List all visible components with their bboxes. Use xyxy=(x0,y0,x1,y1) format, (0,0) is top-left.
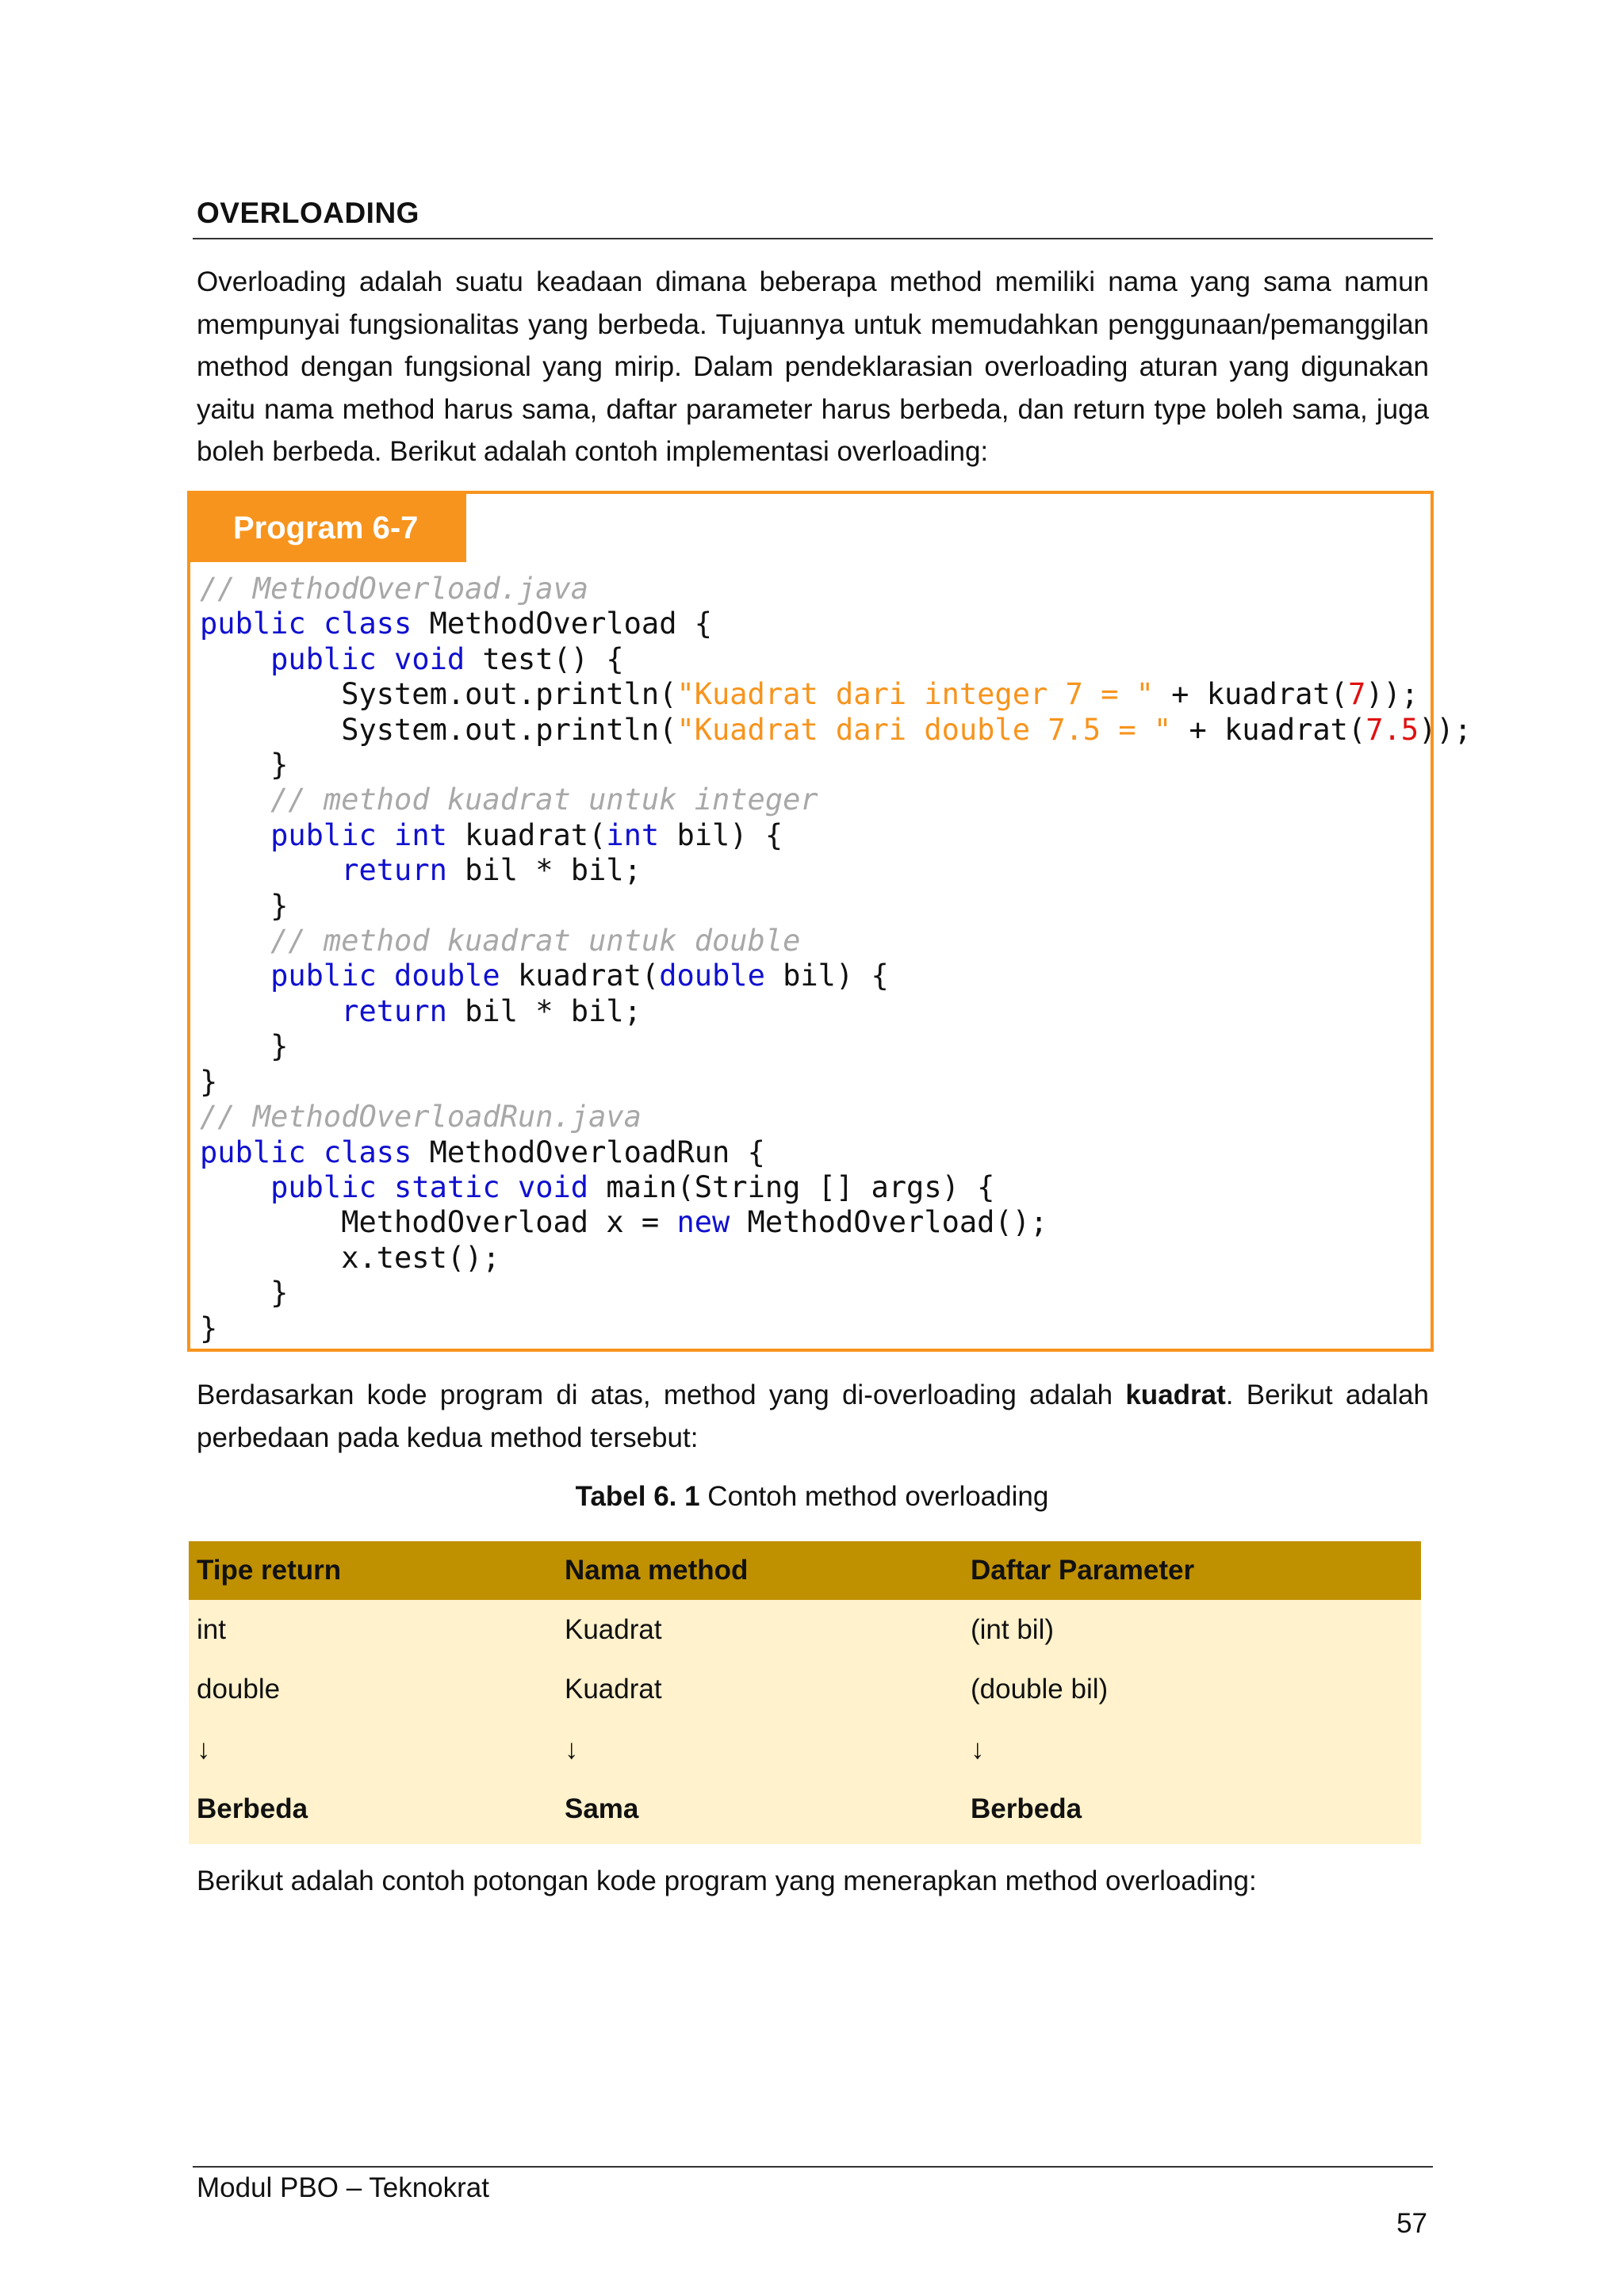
explanation-line xyxy=(197,1374,1429,1417)
code-comment: // MethodOverloadRun.java xyxy=(200,1100,642,1135)
code-text: MethodOverloadRun { xyxy=(412,1135,765,1169)
code-line xyxy=(200,818,783,852)
code-keyword: return xyxy=(341,853,447,888)
explanation-line: perbedaan pada kedua method tersebut: xyxy=(197,1422,699,1453)
code-keyword: new xyxy=(676,1205,730,1240)
down-arrow-icon: ↓ xyxy=(971,1733,985,1765)
code-block xyxy=(200,572,1472,1346)
code-line xyxy=(200,853,642,887)
code-number: 7 xyxy=(1347,677,1366,712)
code-text: } xyxy=(200,1276,289,1311)
code-line xyxy=(200,748,288,782)
code-text: bil * bil; xyxy=(446,993,642,1028)
method-name-highlight: kuadrat xyxy=(1125,1380,1226,1410)
code-line xyxy=(200,1100,642,1134)
code-text xyxy=(200,959,270,993)
code-text: bil * bil; xyxy=(446,853,642,888)
code-keyword: static xyxy=(394,1169,500,1204)
code-text xyxy=(377,818,394,852)
code-line xyxy=(200,1276,288,1310)
code-comment: // MethodOverload.java xyxy=(200,572,589,606)
comparison-table xyxy=(189,1541,1421,1844)
code-keyword: void xyxy=(394,641,465,676)
code-text: test() { xyxy=(465,641,624,676)
code-line xyxy=(200,607,712,641)
table-caption xyxy=(0,1481,1624,1513)
code-keyword: int xyxy=(394,817,447,852)
code-text xyxy=(377,959,394,993)
code-text: x.test(); xyxy=(200,1240,500,1275)
code-keyword: public xyxy=(270,641,377,676)
table-cell: double xyxy=(197,1674,281,1705)
intro-line: boleh berbeda. Berikut adalah contoh implementasi overloading: xyxy=(197,436,989,467)
table-cell: Kuadrat xyxy=(565,1674,662,1705)
code-line xyxy=(200,713,1472,747)
code-comment: // method kuadrat untuk integer xyxy=(270,783,818,817)
table-header-cell: Tipe return xyxy=(197,1555,342,1586)
code-text: MethodOverload { xyxy=(412,607,713,641)
code-text: kuadrat( xyxy=(446,817,607,852)
closing-text: Berikut adalah contoh potongan kode program yang menerapkan method overloading: xyxy=(197,1866,1257,1896)
program-box xyxy=(187,491,1472,1352)
code-line xyxy=(200,1205,1048,1239)
code-text: kuadrat( xyxy=(500,959,660,993)
code-line xyxy=(200,572,588,606)
code-line xyxy=(200,994,642,1028)
code-keyword: class xyxy=(323,607,412,641)
code-text: } xyxy=(200,888,289,923)
code-line xyxy=(200,959,889,993)
table-summary-cell: Berbeda xyxy=(971,1793,1082,1825)
code-string: "Kuadrat dari double 7.5 = " xyxy=(676,712,1172,747)
code-text: System.out.println( xyxy=(200,677,677,712)
code-text xyxy=(306,607,324,641)
table-cell: int xyxy=(197,1613,226,1645)
code-text: } xyxy=(200,1311,218,1345)
code-text: } xyxy=(200,748,289,783)
code-text: bil) { xyxy=(764,959,889,993)
code-keyword: double xyxy=(394,959,500,993)
code-keyword: public xyxy=(200,607,306,641)
code-text: MethodOverload(); xyxy=(730,1205,1048,1240)
code-string: "Kuadrat dari integer 7 = " xyxy=(676,677,1154,712)
code-line xyxy=(200,783,818,817)
code-keyword: public xyxy=(200,1135,306,1169)
table-header-row xyxy=(189,1541,1421,1600)
code-line xyxy=(200,1065,217,1099)
table-caption-text: Contoh method overloading xyxy=(699,1481,1049,1512)
table-row xyxy=(189,1660,1421,1720)
explanation-paragraph xyxy=(197,1374,1429,1459)
code-text xyxy=(200,853,341,887)
code-text: + kuadrat( xyxy=(1153,677,1348,712)
down-arrow-icon: ↓ xyxy=(197,1733,211,1765)
table-row xyxy=(189,1720,1421,1780)
code-text xyxy=(200,1170,270,1204)
code-line xyxy=(200,677,1419,711)
footer-divider xyxy=(193,2166,1433,2168)
table-row xyxy=(189,1600,1421,1660)
intro-line: Overloading adalah suatu keadaan dimana beberapa method memiliki nama yang sama namun xyxy=(197,266,1429,297)
down-arrow-icon: ↓ xyxy=(565,1733,579,1765)
title-divider xyxy=(193,238,1433,239)
code-text: + kuadrat( xyxy=(1171,712,1366,747)
code-text xyxy=(377,1170,394,1204)
table-body xyxy=(189,1600,1421,1844)
explanation-text: Berdasarkan kode program di atas, method yang di-overloading adalah xyxy=(197,1380,1126,1410)
table-header-cell: Daftar Parameter xyxy=(971,1555,1195,1586)
table-cell: (int bil) xyxy=(971,1613,1055,1645)
code-line xyxy=(200,889,288,923)
code-text xyxy=(200,818,270,852)
table-cell: (double bil) xyxy=(971,1674,1109,1705)
code-keyword: class xyxy=(323,1135,412,1169)
section-title: OVERLOADING xyxy=(197,197,419,229)
code-text: } xyxy=(200,1029,289,1064)
code-text: MethodOverload x = xyxy=(200,1205,677,1240)
code-keyword: int xyxy=(606,817,660,852)
code-line xyxy=(200,642,624,676)
intro-line: mempunyai fungsionalitas yang berbeda. Tujuannya untuk memudahkan penggunaan/pemanggilan xyxy=(197,308,1429,340)
code-keyword: return xyxy=(341,993,447,1028)
code-line xyxy=(200,1311,217,1345)
table-cell: Kuadrat xyxy=(565,1613,662,1645)
page-number: 57 xyxy=(1396,2208,1427,2239)
code-text: )); xyxy=(1419,712,1472,747)
code-text: System.out.println( xyxy=(200,712,677,747)
table-header-cell: Nama method xyxy=(565,1555,749,1586)
code-text xyxy=(200,924,270,958)
code-text xyxy=(500,1170,518,1204)
table-summary-cell: Sama xyxy=(565,1793,639,1825)
code-keyword: double xyxy=(659,959,765,993)
intro-line: method dengan fungsional yang mirip. Dalam pendeklarasian overloading aturan yang digunakan xyxy=(197,351,1429,382)
code-line xyxy=(200,924,800,958)
intro-paragraph xyxy=(197,261,1429,473)
code-keyword: public xyxy=(270,817,377,852)
program-label: Program 6-7 xyxy=(190,494,466,562)
code-text xyxy=(377,642,394,676)
code-keyword: public xyxy=(270,1169,377,1204)
code-text xyxy=(306,1135,324,1169)
code-text xyxy=(200,783,270,817)
code-text xyxy=(200,994,341,1028)
code-line xyxy=(200,1135,765,1169)
code-comment: // method kuadrat untuk double xyxy=(270,924,801,959)
table-summary-cell: Berbeda xyxy=(197,1793,308,1825)
intro-line: yaitu nama method harus sama, daftar parameter harus berbeda, dan return type boleh sama, juga xyxy=(197,393,1429,425)
table-summary-row xyxy=(189,1780,1421,1840)
closing-paragraph xyxy=(197,1860,1429,1903)
code-line xyxy=(200,1170,994,1204)
code-keyword: public xyxy=(270,959,377,993)
table-caption-label: Tabel 6. 1 xyxy=(575,1481,700,1512)
footer-text: Modul PBO – Teknokrat xyxy=(197,2172,489,2203)
explanation-text: . Berikut adalah xyxy=(1225,1380,1429,1410)
code-text: bil) { xyxy=(659,817,783,852)
code-number: 7.5 xyxy=(1365,712,1419,747)
code-line xyxy=(200,1029,288,1063)
code-text xyxy=(200,642,270,676)
code-text: )); xyxy=(1365,677,1419,712)
code-text: } xyxy=(200,1064,218,1099)
code-keyword: void xyxy=(517,1169,589,1204)
code-line xyxy=(200,1241,500,1275)
code-text: main(String [] args) { xyxy=(588,1169,995,1204)
